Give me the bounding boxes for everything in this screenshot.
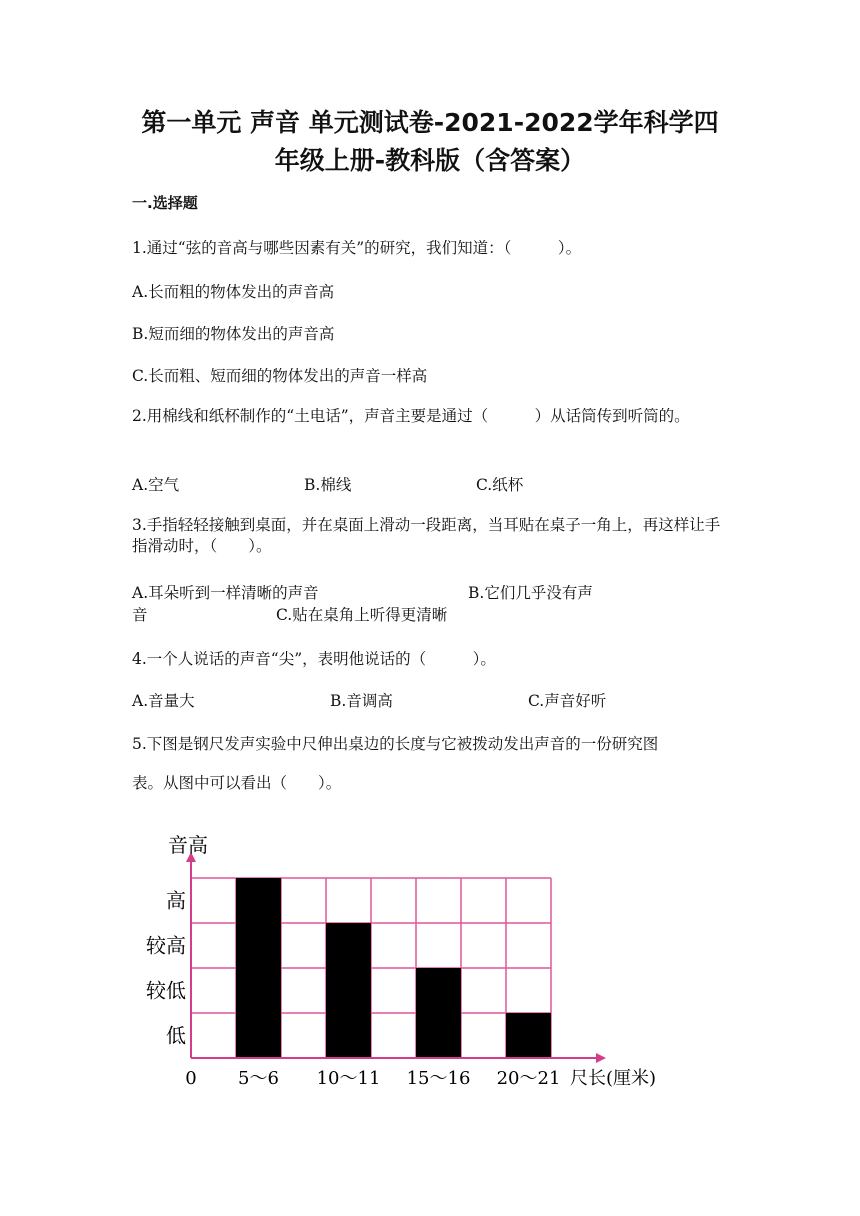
bar-4 <box>506 1013 551 1058</box>
level-label: 高 <box>166 888 186 913</box>
question-3-option-b: B.它们几乎没有声 <box>468 584 593 602</box>
origin-label: 0 <box>185 1068 197 1089</box>
bar-2 <box>326 923 371 1058</box>
question-3-option-b-cont: 音 <box>132 606 148 624</box>
question-3-stem: 3.手指轻轻接触到桌面，并在桌面上滑动一段距离，当耳贴在桌子一角上，再这样让手指滑动时，（ ）。 <box>132 516 721 555</box>
bar-1 <box>236 878 281 1058</box>
question-4-option-c: C.声音好听 <box>528 692 607 710</box>
chart-labels <box>146 833 656 1089</box>
y-axis-title: 音高 <box>168 833 208 857</box>
category-label: 15～16 <box>406 1068 471 1089</box>
section-heading: 一.选择题 <box>132 194 198 212</box>
question-2-option-a: A.空气 <box>132 476 180 494</box>
category-label: 10～11 <box>316 1068 381 1089</box>
level-label: 较低 <box>146 978 186 1003</box>
pitch-length-chart <box>0 800 860 1100</box>
x-axis-title: 尺长(厘米) <box>570 1068 657 1089</box>
question-4-option-b: B.音调高 <box>330 692 393 710</box>
category-label: 20～21 <box>496 1068 561 1089</box>
level-label: 较高 <box>146 933 186 958</box>
question-1-option-c: C.长而粗、短而细的物体发出的声音一样高 <box>132 367 428 385</box>
question-2-option-c: C.纸杯 <box>476 476 524 494</box>
question-2-stem: 2.用棉线和纸杯制作的“土电话”，声音主要是通过（ ）从话筒传到听筒的。 <box>132 407 690 425</box>
question-2-option-b: B.棉线 <box>304 476 352 494</box>
page-title <box>90 104 770 180</box>
question-1-stem: 1.通过“弦的音高与哪些因素有关”的研究，我们知道：（ ）。 <box>132 239 582 257</box>
question-4-stem: 4.一个人说话的声音“尖”，表明他说话的（ ）。 <box>132 650 496 668</box>
question-5-stem-line-1: 5.下图是钢尺发声实验中尺伸出桌边的长度与它被拨动发出声音的一份研究图 <box>132 735 659 753</box>
bar-3 <box>416 968 461 1058</box>
level-label: 低 <box>166 1023 186 1048</box>
title-line-2: 年级上册-教科版（含答案） <box>274 146 586 175</box>
x-axis-arrow <box>596 1053 606 1063</box>
question-3-option-c: C.贴在桌角上听得更清晰 <box>276 606 448 624</box>
question-3-option-a: A.耳朵听到一样清晰的声音 <box>132 584 319 602</box>
category-label: 5～6 <box>238 1068 279 1089</box>
question-1-option-b: B.短而细的物体发出的声音高 <box>132 325 335 343</box>
question-5-stem-line-2: 表。从图中可以看出（ ）。 <box>132 774 342 792</box>
title-line-1: 第一单元 声音 单元测试卷-2021-2022学年科学四 <box>141 108 719 137</box>
question-1-option-a: A.长而粗的物体发出的声音高 <box>132 283 335 301</box>
question-4-option-a: A.音量大 <box>132 692 195 710</box>
